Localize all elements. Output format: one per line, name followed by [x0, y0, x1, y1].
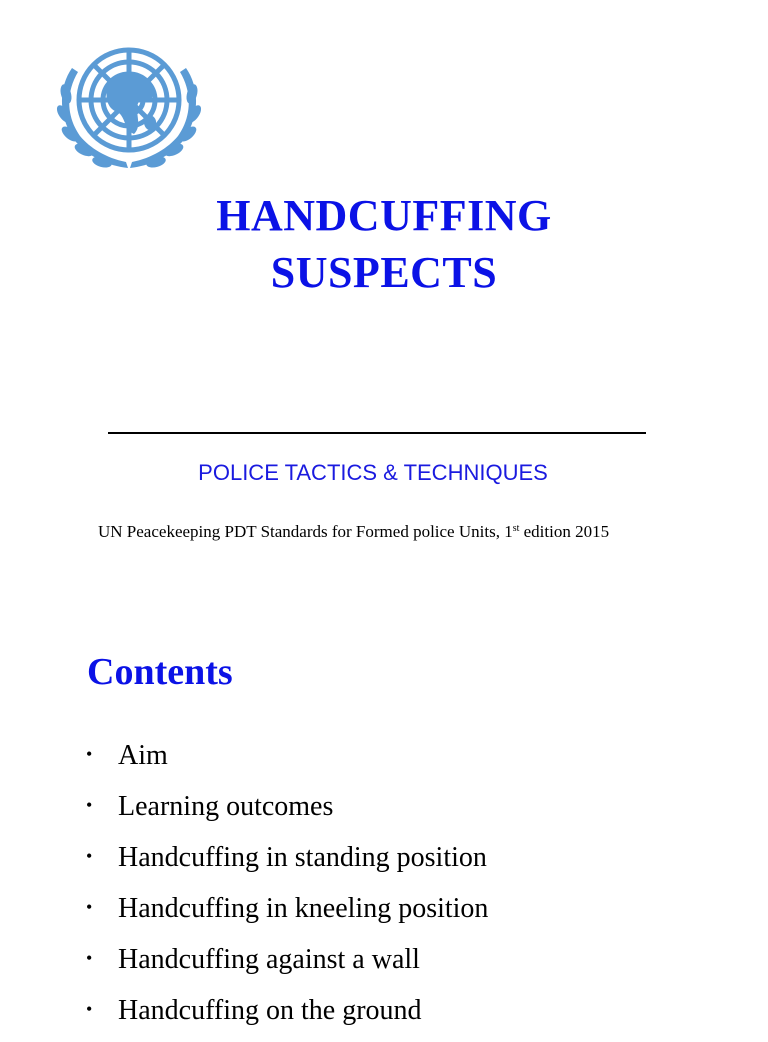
list-item: [86, 787, 488, 838]
list-item: [86, 838, 488, 889]
page-title-line-1: HANDCUFFING: [216, 191, 552, 240]
source-citation: [98, 522, 609, 542]
bullet: •: [86, 744, 93, 764]
list-item-label: Handcuffing against a wall: [118, 944, 420, 975]
source-suffix: edition 2015: [519, 522, 610, 541]
list-item-label: Learning outcomes: [118, 791, 334, 822]
contents-list: [86, 736, 488, 1042]
contents-heading: Contents: [87, 651, 233, 693]
bullet: •: [86, 846, 93, 866]
divider: [108, 432, 646, 434]
bullet: •: [86, 948, 93, 968]
list-item-label: Handcuffing in standing position: [118, 842, 487, 873]
source-prefix: UN Peacekeeping PDT Standards for Formed police Units, 1: [98, 522, 513, 541]
list-item: [86, 889, 488, 940]
list-item: [86, 940, 488, 991]
source-superscript: st: [512, 523, 520, 534]
un-emblem-icon: [48, 38, 210, 174]
page-title-line-2: SUSPECTS: [270, 248, 498, 297]
bullet: •: [86, 897, 93, 917]
bullet: •: [86, 999, 93, 1019]
bullet: •: [86, 795, 93, 815]
subtitle: POLICE TACTICS & TECHNIQUES: [198, 460, 548, 485]
list-item: [86, 736, 488, 787]
list-item-label: Handcuffing on the ground: [118, 995, 422, 1026]
list-item: [86, 991, 488, 1042]
list-item-label: Handcuffing in kneeling position: [118, 893, 489, 924]
list-item-label: Aim: [118, 740, 168, 771]
